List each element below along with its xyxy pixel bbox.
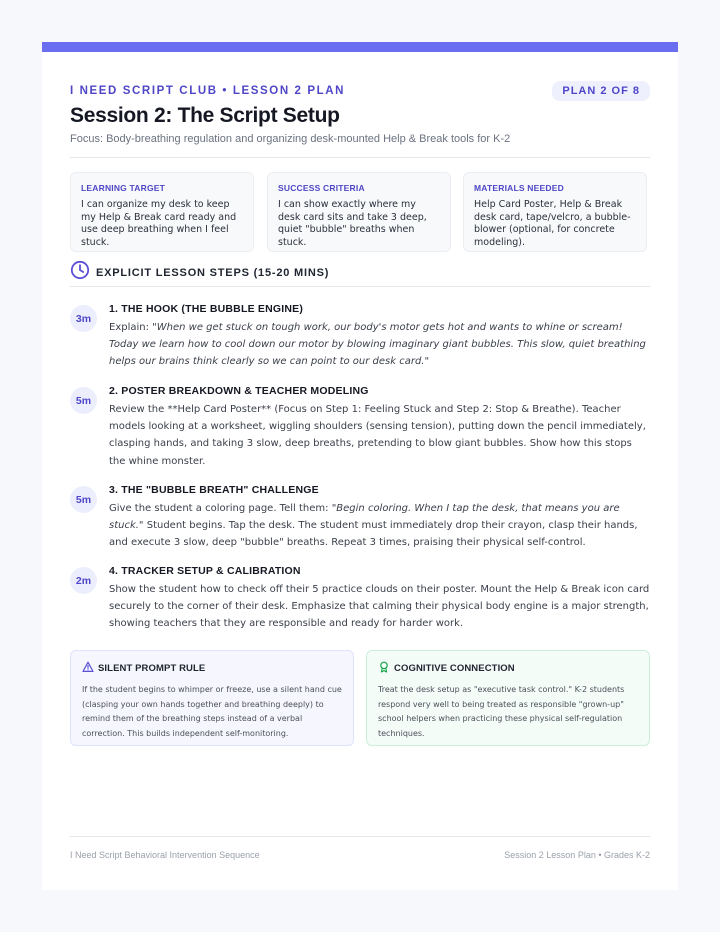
plan-badge: PLAN 2 OF 8 xyxy=(552,81,650,101)
award-ribbon-icon xyxy=(378,661,390,676)
step-lead: Review the **Help Card Poster** (Focus on Step 1: Feeling Stuck and Step 2: Stop & Breathe). Teacher models looking at a worksheet, wiggling shoulders (sensing tension), putting down the pencil immediately, clasping hands, and taking 3 slow, deep breaths, pretending to blow giant bubbles. Show how this stops the whine monster. xyxy=(109,404,646,467)
step-title: 1. THE HOOK (THE BUBBLE ENGINE) xyxy=(109,303,304,315)
card-heading: LEARNING TARGET xyxy=(81,183,166,193)
cognitive-connection-note xyxy=(366,650,650,746)
page-title: Session 2: The Script Setup xyxy=(70,104,340,127)
note-heading: SILENT PROMPT RULE xyxy=(98,663,206,674)
lesson-steps-heading: EXPLICIT LESSON STEPS (15-20 MINS) xyxy=(96,266,330,279)
step-lead: Show the student how to check off their 5 practice clouds on their poster. Mount the Help & Break icon card securely to the corner of their desk. Emphasize that calming their physical body engine is a major strength, showing teachers that they are responsible and ready for harder work. xyxy=(109,584,650,630)
silent-prompt-rule-note xyxy=(70,650,354,746)
lesson-plan-page xyxy=(42,42,678,890)
note-body: Treat the desk setup as "executive task control." K-2 students respond very well to being treated as responsible "grown-up" school helpers when practicing these physical self-regulation techniques. xyxy=(378,685,625,738)
footer-left: I Need Script Behavioral Intervention Sequence xyxy=(70,850,260,860)
step-lead: Give the student a coloring page. Tell them: xyxy=(109,503,332,514)
step-title: 2. POSTER BREAKDOWN & TEACHER MODELING xyxy=(109,385,369,397)
warning-triangle-icon xyxy=(82,661,94,676)
card-heading: MATERIALS NEEDED xyxy=(474,183,564,193)
footer-divider xyxy=(70,836,650,837)
step-text xyxy=(109,319,650,371)
success-criteria-card xyxy=(267,172,451,252)
step-time-badge: 2m xyxy=(70,567,97,594)
step-text xyxy=(109,581,650,633)
step-time-badge: 5m xyxy=(70,387,97,414)
step-title: 3. THE "BUBBLE BREATH" CHALLENGE xyxy=(109,484,319,496)
accent-top-bar xyxy=(42,42,678,52)
header-divider xyxy=(70,157,650,158)
step-time-badge: 5m xyxy=(70,486,97,513)
learning-target-card xyxy=(70,172,254,252)
steps-divider xyxy=(70,286,650,287)
card-body: I can organize my desk to keep my Help & Break card ready and use deep breathing when I feel stuck. xyxy=(81,199,237,248)
step-time-badge: 3m xyxy=(70,305,97,332)
card-heading: SUCCESS CRITERIA xyxy=(278,183,365,193)
note-heading: COGNITIVE CONNECTION xyxy=(394,663,515,674)
note-body: If the student begins to whimper or freeze, use a silent hand cue (clasping your own hands together and breathing deeply) to remind them of the breathing steps instead of a verbal correction. This builds independent self-monitoring. xyxy=(82,685,342,738)
step-quote: "Begin coloring. When I tap the desk, that means you are stuck." xyxy=(109,503,620,532)
step-text xyxy=(109,401,650,470)
step-lead: Explain: xyxy=(109,322,153,333)
materials-needed-card xyxy=(463,172,647,252)
step-title: 4. TRACKER SETUP & CALIBRATION xyxy=(109,565,301,577)
card-body: Help Card Poster, Help & Break desk card, tape/velcro, a bubble-blower (optional, for concrete modeling). xyxy=(474,199,631,248)
clock-icon xyxy=(70,260,90,285)
lesson-steps-header xyxy=(70,260,329,285)
header-kicker: I NEED SCRIPT CLUB • LESSON 2 PLAN xyxy=(70,85,346,97)
step-text xyxy=(109,500,650,552)
page-focus: Focus: Body-breathing regulation and organizing desk-mounted Help & Break tools for K-2 xyxy=(70,133,511,145)
footer-right: Session 2 Lesson Plan • Grades K-2 xyxy=(504,850,650,860)
step-rest: Student begins. Tap the desk. The student must immediately drop their crayon, clasp their hands, and execute 3 slow, deep "bubble" breaths. Repeat 3 times, praising their physical self-control. xyxy=(109,520,638,549)
card-body: I can show exactly where my desk card sits and take 3 deep, quiet "bubble" breaths when stuck. xyxy=(278,199,427,248)
step-quote: "When we get stuck on tough work, our body's motor gets hot and wants to whine or scream! Today we learn how to cool down our motor by blowing imaginary giant bubbles. This slow, quiet breathing helps our brains think clearly so we can point to our desk card." xyxy=(109,322,646,368)
